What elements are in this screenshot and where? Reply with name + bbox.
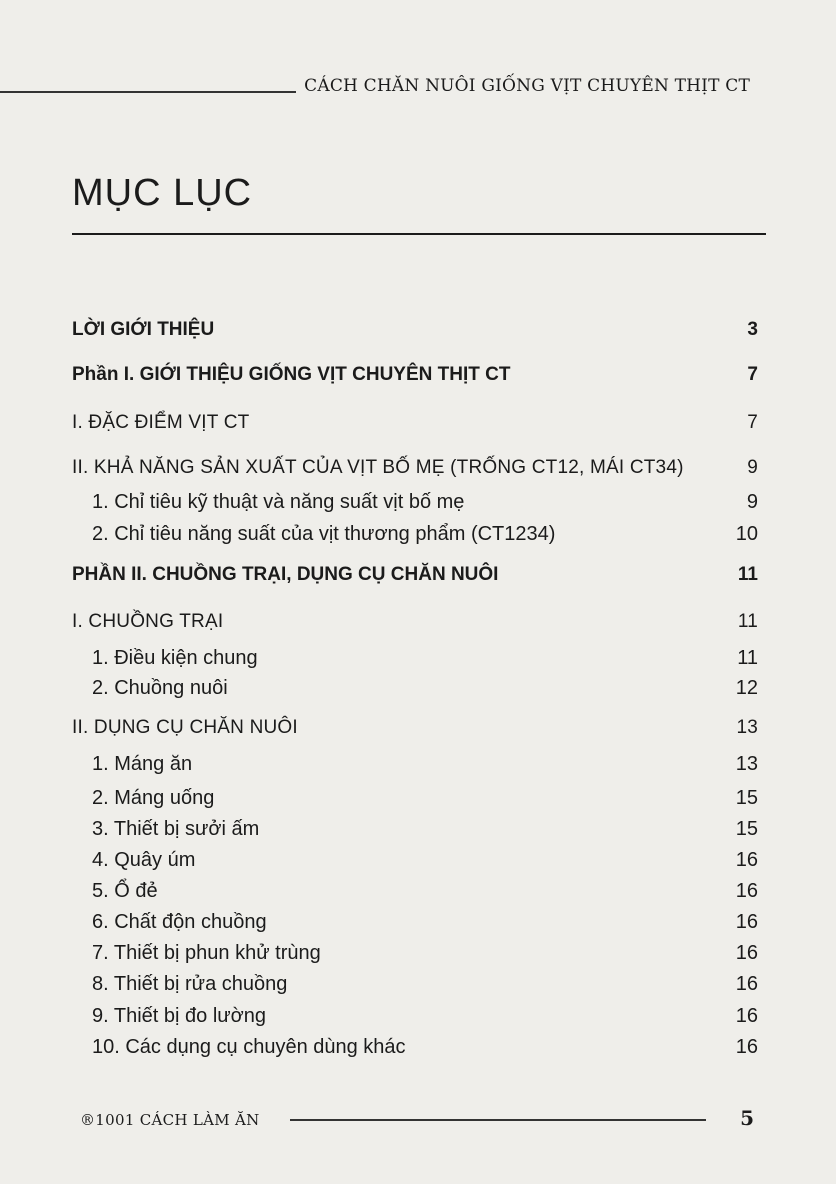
toc-entry-label: 2. Chuồng nuôi (92, 676, 228, 699)
toc-entry-page: 15 (735, 817, 758, 840)
toc-entry-label: 8. Thiết bị rửa chuồng (92, 972, 288, 995)
toc-entry-label: 2. Máng uống (92, 786, 215, 809)
toc-entry-label: 5. Ổ đẻ (92, 879, 158, 902)
toc-entry-label: 10. Các dụng cụ chuyên dùng khác (92, 1035, 406, 1058)
toc-entry-page: 11 (737, 564, 758, 585)
toc-entry-label: Phần I. GIỚI THIỆU GIỐNG VỊT CHUYÊN THỊT CT (72, 364, 511, 385)
toc-entry-page: 16 (735, 1035, 758, 1058)
toc-entry-page: 16 (735, 941, 758, 964)
toc-entry-label: 9. Thiết bị đo lường (92, 1004, 267, 1027)
toc-entry-label: 1. Máng ăn (92, 752, 193, 775)
toc-entry-label: 1. Điều kiện chung (92, 646, 258, 669)
toc-entry[interactable] (72, 813, 758, 845)
footer-series: ®1001 CÁCH LÀM ĂN (80, 1111, 260, 1129)
toc-entry[interactable] (72, 782, 758, 814)
toc-entry-page: 15 (735, 786, 758, 809)
toc-entry[interactable] (72, 875, 758, 907)
footer-rule (290, 1119, 706, 1121)
toc-entry-label: 1. Chỉ tiêu kỹ thuật và năng suất vịt bố mẹ (92, 490, 465, 513)
toc-entry[interactable] (72, 518, 758, 550)
toc-entry[interactable] (72, 844, 758, 876)
toc-entry-label: 7. Thiết bị phun khử trùng (92, 941, 321, 964)
toc-heading: MỤC LỤC (72, 172, 253, 214)
toc-entry[interactable] (72, 1000, 758, 1032)
toc-entry-page: 9 (746, 490, 758, 513)
toc-entry-page: 9 (747, 457, 758, 478)
toc-entry-label: II. KHẢ NĂNG SẢN XUẤT CỦA VỊT BỐ MẸ (TRỐNG CT12, MÁI CT34) (72, 457, 684, 478)
toc-entry[interactable] (72, 642, 758, 674)
toc-entry-label: LỜI GIỚI THIỆU (72, 319, 215, 340)
toc-entry-label: 2. Chỉ tiêu năng suất của vịt thương phẩm (CT1234) (92, 522, 556, 545)
toc-entry-page: 7 (747, 412, 758, 433)
toc-entry-label: I. ĐẶC ĐIỂM VỊT CT (72, 412, 250, 433)
toc-entry[interactable] (72, 314, 758, 346)
toc-entry[interactable] (72, 937, 758, 969)
heading-rule (72, 233, 766, 235)
toc-entry-page: 7 (747, 364, 758, 385)
toc-entry-page: 16 (735, 879, 758, 902)
toc-entry[interactable] (72, 486, 758, 518)
toc-entry-label: PHẦN II. CHUỒNG TRẠI, DỤNG CỤ CHĂN NUÔI (72, 564, 499, 585)
footer-page-number: 5 (740, 1106, 754, 1130)
toc-entry-page: 16 (735, 910, 758, 933)
toc-entry-page: 13 (736, 717, 758, 738)
toc-entry-page: 11 (737, 611, 758, 632)
toc-entry-page: 10 (735, 522, 758, 545)
toc-entry-label: 4. Quây úm (92, 848, 196, 871)
toc-entry-page: 13 (735, 752, 758, 775)
toc-entry-page: 16 (735, 1004, 758, 1027)
toc-entry[interactable] (72, 1031, 758, 1063)
toc-entry[interactable] (72, 968, 758, 1000)
toc-entry[interactable] (72, 559, 758, 591)
toc-entry-page: 16 (735, 848, 758, 871)
toc-entry-label: 6. Chất độn chuồng (92, 910, 267, 933)
running-header-title: CÁCH CHĂN NUÔI GIỐNG VỊT CHUYÊN THỊT CT (304, 76, 750, 96)
toc-entry-label: 3. Thiết bị sưởi ấm (92, 817, 260, 840)
toc-entry-page: 3 (747, 319, 758, 340)
toc-entry-page: 16 (735, 972, 758, 995)
toc-entry[interactable] (72, 906, 758, 938)
toc-entry[interactable] (72, 712, 758, 744)
toc-entry-page: 11 (737, 646, 758, 669)
toc-entry-label: II. DỤNG CỤ CHĂN NUÔI (72, 717, 298, 738)
toc-entry[interactable] (72, 359, 758, 391)
header-rule (0, 91, 296, 93)
toc-entry[interactable] (72, 672, 758, 704)
toc-entry[interactable] (72, 748, 758, 780)
toc-entry[interactable] (72, 606, 758, 638)
toc-entry-page: 12 (735, 676, 758, 699)
toc-entry[interactable] (72, 407, 758, 439)
toc-entry[interactable] (72, 452, 758, 484)
toc-entry-label: I. CHUỒNG TRẠI (72, 611, 224, 632)
